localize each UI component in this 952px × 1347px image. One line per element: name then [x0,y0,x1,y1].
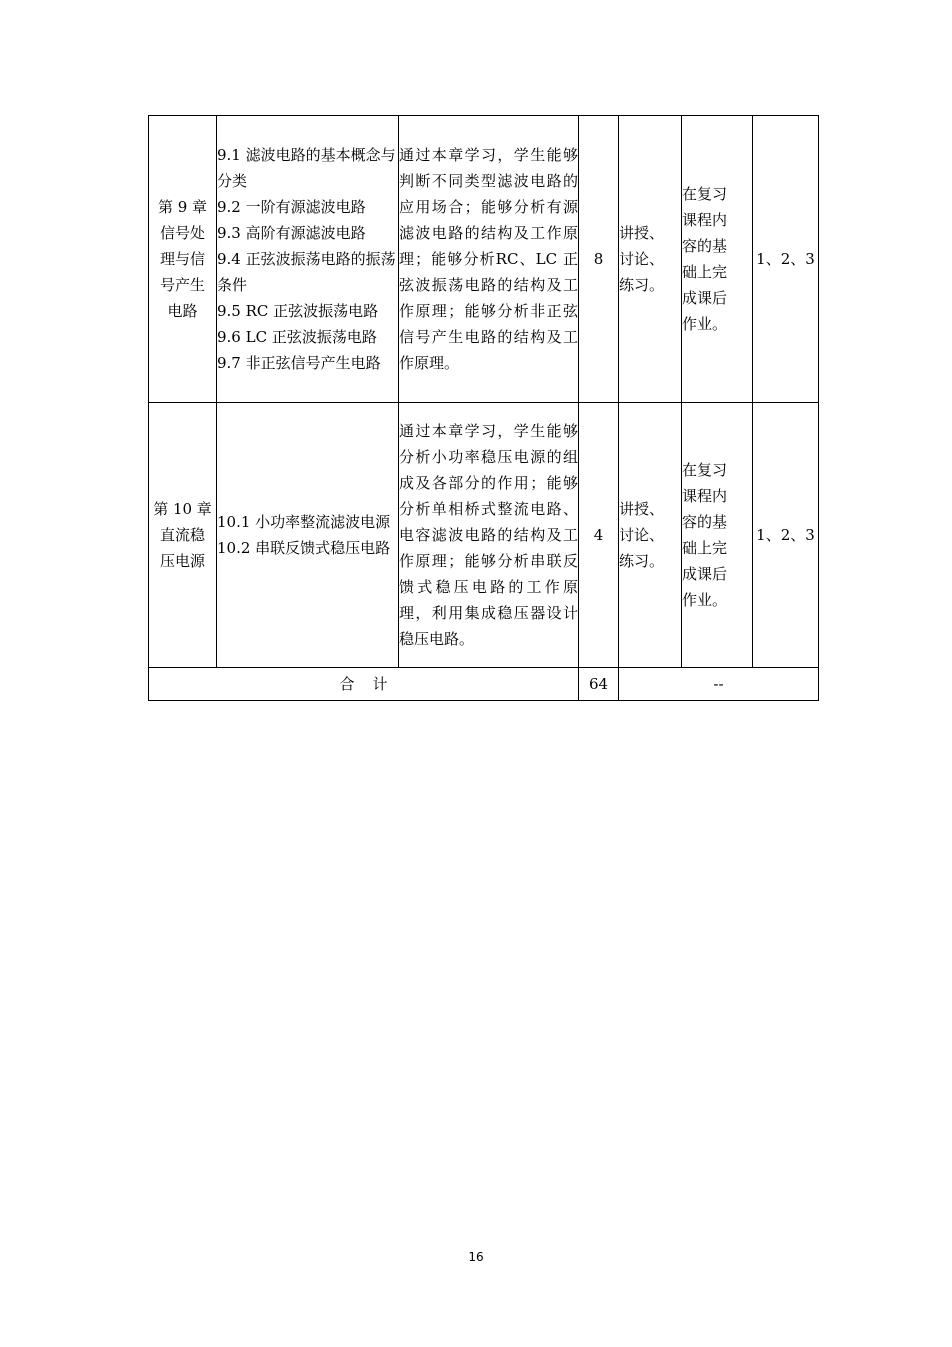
topic-item: 10.2 串联反馈式稳压电路 [217,539,391,557]
method-text: 讨论、 [619,526,665,544]
topic-item: 9.6 LC 正弦波振荡电路 [217,328,377,346]
method-text: 讲授、 [619,224,665,242]
topics-cell [217,116,399,403]
chapter-text: 压电源 [159,552,205,570]
homework-cell [682,403,753,668]
chapter-text: 信号处 [159,224,205,242]
method-text: 讲授、 [619,500,665,518]
topic-item: 9.4 正弦波振荡电路的振荡条件 [217,250,396,294]
table-row [149,116,819,403]
topic-item: 9.1 滤波电路的基本概念与分类 [217,146,396,190]
goals-cell: 通过本章学习，学生能够分析小功率稳压电源的组成及各部分的作用；能够分析单相桥式整流电路、电容滤波电路的结构及工作原理；能够分析串联反馈式稳压电路的工作原理，利用集成稳压器设计稳压电路。 [399,403,579,668]
total-label-b: 计 [372,675,388,693]
total-other-cell: -- [619,668,819,701]
chapter-text: 直流稳 [159,526,205,544]
hours-cell: 8 [579,116,619,403]
homework-text: 作业。 [682,315,728,333]
homework-text: 在复习 [682,185,728,203]
homework-text: 成课后 [682,565,728,583]
total-hours-cell: 64 [579,668,619,701]
objective-cell: 1、2、3 [753,403,819,668]
table-row [149,403,819,668]
chapter-text: 第 9 章 [157,198,208,216]
total-label-cell [149,668,579,701]
topics-cell [217,403,399,668]
page-number: 16 [468,1250,484,1264]
topic-item: 9.3 高阶有源滤波电路 [217,224,366,242]
total-row [149,668,819,701]
homework-text: 成课后 [682,289,728,307]
goals-cell: 通过本章学习，学生能够判断不同类型滤波电路的应用场合；能够分析有源滤波电路的结构及工作原理；能够分析RC、LC 正弦波振荡电路的结构及工作原理；能够分析非正弦信号产生电路的结构及工作原理。 [399,116,579,403]
homework-text: 课程内 [682,211,728,229]
method-text: 讨论、 [619,250,665,268]
chapter-text: 第 10 章 [153,500,212,518]
total-label-a: 合 [339,675,355,693]
homework-cell [682,116,753,403]
chapter-text: 电路 [167,302,198,320]
method-cell [619,116,682,403]
chapter-text: 号产生 [159,276,205,294]
objective-cell: 1、2、3 [753,116,819,403]
topic-item: 10.1 小功率整流滤波电源 [217,513,391,531]
homework-text: 作业。 [682,591,728,609]
method-text: 练习。 [619,276,665,294]
topic-item: 9.2 一阶有源滤波电路 [217,198,366,216]
chapter-cell [149,403,217,668]
chapter-cell [149,116,217,403]
hours-cell: 4 [579,403,619,668]
topic-item: 9.7 非正弦信号产生电路 [217,354,381,372]
homework-text: 课程内 [682,487,728,505]
topic-item: 9.5 RC 正弦波振荡电路 [217,302,379,320]
homework-text: 容的基 [682,237,728,255]
method-cell [619,403,682,668]
syllabus-table [148,115,819,701]
homework-text: 础上完 [682,263,728,281]
homework-text: 础上完 [682,539,728,557]
method-text: 练习。 [619,552,665,570]
chapter-text: 理与信 [159,250,205,268]
homework-text: 容的基 [682,513,728,531]
homework-text: 在复习 [682,461,728,479]
